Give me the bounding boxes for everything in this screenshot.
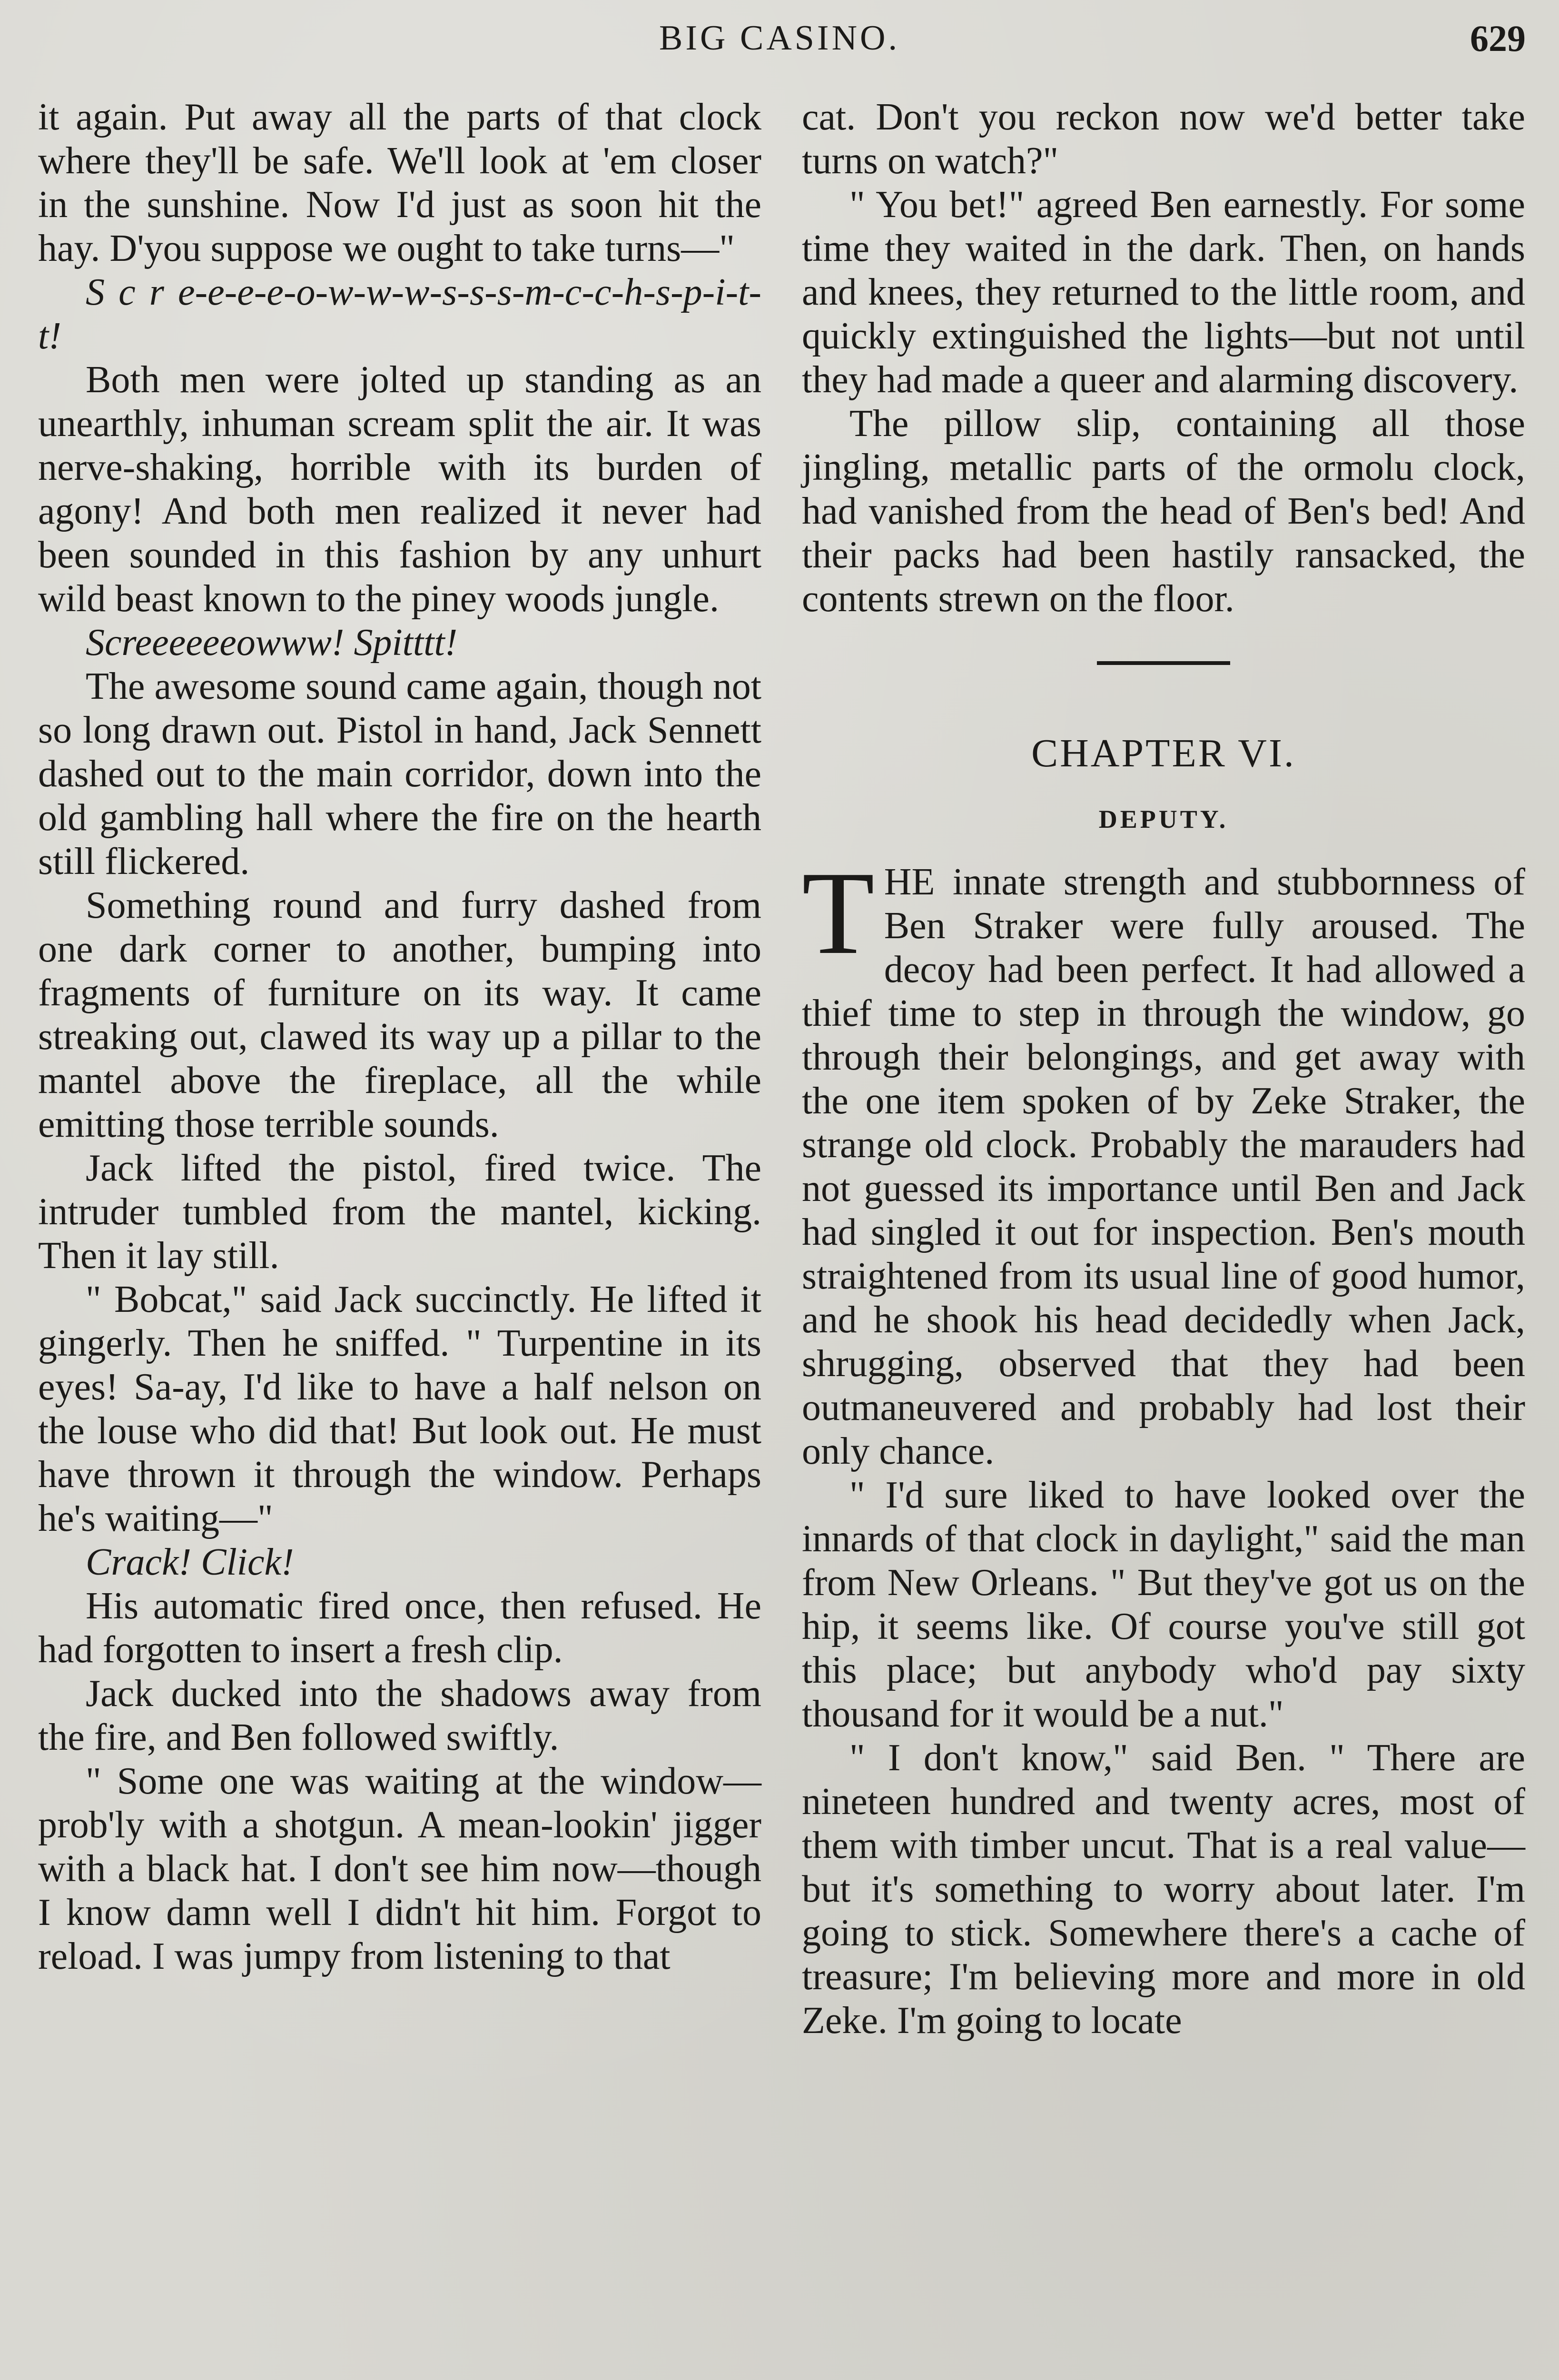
paragraph: The pillow slip, containing all those jingling, metallic parts of the ormolu clock, had vanished from the head of Ben's bed! And their packs had been hastily ransacked, the contents strewn on the floor.: [802, 403, 1525, 620]
paragraph: Both men were jolted up standing as an unearthly, inhuman scream split the air. It was nerve-shaking, horrible with its burden of agony! And both men realized it never had been sounded in this fashion by any unhurt wild beast known to the piney woods jungle.: [38, 359, 761, 620]
paragraph: Jack ducked into the shadows away from the fire, and Ben followed swiftly.: [38, 1673, 761, 1758]
paragraph: " You bet!" agreed Ben earnestly. For some time they waited in the dark. Then, on hands and knees, they returned to the little room, and quickly extinguished the lights—but not until they had made a queer and alarming discovery.: [802, 184, 1525, 401]
chapter-title: CHAPTER VI.: [1031, 731, 1296, 775]
paragraph: " Bobcat," said Jack succinctly. He lifted it gingerly. Then he sniffed. " Turpentine in its eyes! Sa-ay, I'd like to have a half nelson on the louse who did that! But look out. He must have thrown it through the window. Perhaps he's waiting—": [38, 1279, 761, 1539]
sound-effect: S c r e-e-e-e-o-w-w-w-s-s-s-m-c-c-h-s-p-i-t-t!: [38, 271, 761, 357]
page-number: 629: [1470, 18, 1526, 59]
sound-effect: Crack! Click!: [86, 1541, 294, 1583]
paragraph: " Some one was waiting at the window—prob'ly with a shotgun. A mean-lookin' jigger with a black hat. I don't see him now—though I know damn well I didn't hit him. Forgot to reload. I was jumpy from listening to that: [38, 1760, 761, 1977]
paragraph: Jack lifted the pistol, fired twice. The intruder tumbled from the mantel, kicking. Then it lay still.: [38, 1147, 761, 1277]
paragraph: His automatic fired once, then refused. He had forgotten to insert a fresh clip.: [38, 1585, 761, 1671]
chapter-opening-paragraph: [802, 847, 1525, 1473]
running-head: BIG CASINO.: [659, 19, 900, 58]
drop-cap: T: [802, 847, 875, 979]
sound-effect: Screeeeeeowww! Spitttt!: [86, 622, 458, 664]
paragraph: cat. Don't you reckon now we'd better take turns on watch?": [802, 96, 1525, 182]
page-header: [0, 13, 1559, 70]
chapter-opening-text: HE innate strength and stubbornness of Ben Straker were fully aroused. The decoy had been perfect. It had allowed a thief time to step in through the window, go through their belongings, and get away with the one item spoken of by Zeke Straker, the strange old clock. Probably the marauders had not guessed its importance until Ben and Jack had singled it out for inspection. Ben's mouth straightened from its usual line of good humor, and he shook his head decidedly when Jack, shrugging, observed that they had been outmaneuvered and probably had lost their only chance.: [802, 861, 1525, 1472]
paragraph: " I don't know," said Ben. " There are nineteen hundred and twenty acres, most of them with timber uncut. That is a real value—but it's something to worry about later. I'm going to stick. Somewhere there's a cache of treasure; I'm believing more and more in old Zeke. I'm going to locate: [802, 1737, 1525, 2042]
section-divider: [1097, 661, 1230, 665]
paragraph: it again. Put away all the parts of that clock where they'll be safe. We'll look at 'em closer in the sunshine. Now I'd just as soon hit the hay. D'you suppose we ought to take turns—": [38, 96, 761, 269]
chapter-subtitle: DEPUTY.: [1098, 805, 1229, 833]
left-column: [38, 95, 761, 1978]
paragraph: " I'd sure liked to have looked over the innards of that clock in daylight," said the man from New Orleans. " But they've got us on the hip, it seems like. Of course you've still got this place; but anybody who'd pay sixty thousand for it would be a nut.": [802, 1474, 1525, 1735]
paragraph: Something round and furry dashed from one dark corner to another, bumping into fragments of furniture on its way. It came streaking out, clawed its way up a pillar to the mantel above the fireplace, all the while emitting those terrible sounds.: [38, 884, 761, 1145]
paragraph: The awesome sound came again, though not so long drawn out. Pistol in hand, Jack Sennett dashed out to the main corridor, down into the old gambling hall where the fire on the hearth still flickered.: [38, 665, 761, 883]
right-column: [802, 95, 1525, 2043]
